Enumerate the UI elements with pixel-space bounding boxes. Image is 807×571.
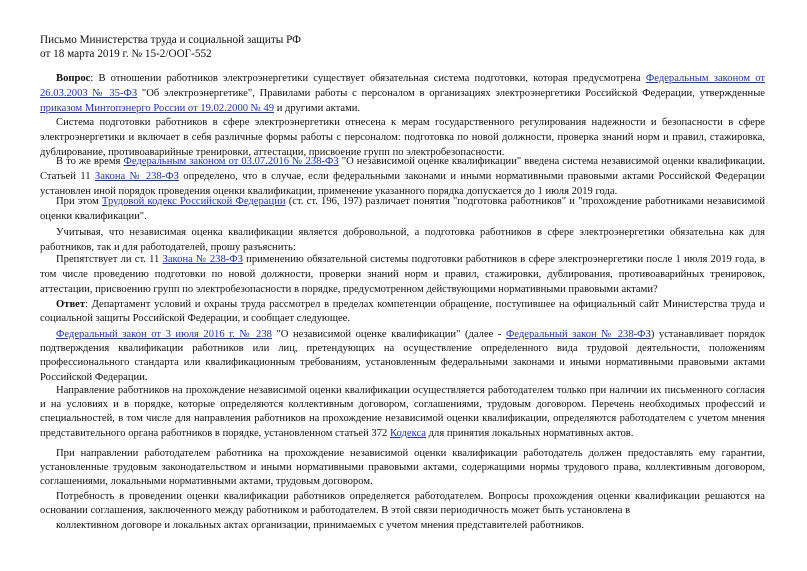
question-paragraph-5: Учитывая, что независимая оценка квалификации является добровольной, а подготовка работников в сфере электроэнергетики обязательна как для работников, так и для работодателей, прошу разъяснить: (40, 227, 765, 253)
document-title: Письмо Министерства труда и социальной защиты РФ (40, 34, 301, 46)
answer-paragraph-1: Ответ: Департамент условий и охраны труда рассмотрел в пределах компетенции обращение, поступившее на официальный сайт Министерства труда и социальной защиты Российской Федерации, и сообщает следующее. (40, 299, 765, 325)
order-49-link[interactable]: приказом Минтопэнерго России от 19.02.2000 № 49 (40, 102, 275, 114)
question-paragraph-6: Препятствует ли ст. 11 Закона № 238-ФЗ применению обязательной системы подготовки работников в сфере электроэнергетики после 1 июля 2019 года, в том числе проведению подготовки по новой должности, проверки знаний норм и правил, стажировки, дублирования, противоаварийных тренировок, аттестации, присвоению групп по электробезопасности в порядке, предусмотренном действующими нормативными правовыми актами? (40, 254, 766, 295)
question-paragraph-3: В то же время Федеральным законом от 03.07.2016 № 238-ФЗ "О независимой оценке квалификации" введена система независимой оценки квалификации. Статьей 11 Закона № 238-ФЗ определено, что в случае, если федеральными законами и иными нормативными правовыми актами Российской Федерации установлен иной порядок проведения оценки квалификации, применение указанного порядка допускается до 1 июля 2019 года. (40, 156, 766, 197)
document-date-number: от 18 марта 2019 г. № 15-2/ООГ-552 (40, 48, 212, 60)
question-paragraph-2: Система подготовки работников в сфере электроэнергетики отнесена к мерам государственного регулирования надежности и безопасности в сфере электроэнергетики и включает в себя различные формы работы с персоналом: подготовка по новой должности, проверка знаний норм и правил, стажировка, дублирование, противоаварийные тренировки, аттестации, присвоение групп по электробезопасности. (40, 117, 765, 158)
question-label: Вопрос (56, 73, 91, 84)
law-238fz-answer-link[interactable]: Федеральный закон № 238-ФЗ (505, 329, 651, 340)
question-paragraph-1: Вопрос: В отношении работников электроэнергетики существует обязательная система подготовки, которая предусмотрена Федеральным законом от 26.03.2003 № 35-ФЗ "Об электроэнергетике", Правилами работы с персоналом в организациях электроэнергетики Российской Федерации, утвержденные приказом Минтопэнерго России от 19.02.2000 № 49 и другими актами. (40, 73, 766, 114)
law-35fz-link[interactable]: Федеральным законом от 26.03.2003 № 35-ФЗ (40, 73, 765, 99)
answer-paragraph-4: При направлении работодателем работника на прохождение независимой оценки квалификации работодатель должен предоставлять ему гарантии, установленные трудовым законодательством и иными нормативными правовыми актами, содержащими нормы трудового права, коллективным договором, соглашениями, локальными нормативными актами, трудовым договором. (40, 448, 765, 488)
answer-paragraph-5: Потребность в проведении оценки квалификации работников определяется работодателем. Вопросы прохождения оценки квалификации решаются на основании соглашения, заключенного между работником и работодателем. В этой связи периодичность может быть установлена в (40, 491, 765, 517)
law-238-full-link[interactable]: Федеральный закон от 3 июля 2016 г. № 238 (56, 329, 272, 340)
law-238fz-link[interactable]: Федеральным законом от 03.07.2016 № 238-ФЗ (123, 156, 339, 167)
law-238fz-short-link[interactable]: Закона № 238-ФЗ (94, 170, 179, 182)
answer-paragraph-6: коллективном договоре и локальных актах организации, принимаемых с учетом мнения представителей работников. (56, 520, 585, 531)
answer-paragraph-2: Федеральный закон от 3 июля 2016 г. № 238 "О независимой оценке квалификации" (далее - Федеральный закон № 238-ФЗ) устанавливает порядок подтверждения квалификации работников или лиц, претендующих на осуществление определенного вида трудовой деятельности, положениям профессионального стандарта или квалификационным требованиям, установленным федеральными законами и иными нормативными правовыми актами Российской Федерации. (40, 329, 765, 383)
labor-code-link[interactable]: Трудовой кодекс Российской Федерации (101, 196, 286, 207)
answer-label: Ответ (56, 299, 86, 310)
question-paragraph-4: При этом Трудовой кодекс Российской Федерации (ст. ст. 196, 197) различает понятия "подготовка работников" и "прохождение работниками независимой оценки квалификации". (40, 196, 766, 222)
law-238fz-question-link[interactable]: Закона № 238-ФЗ (162, 254, 243, 265)
code-link[interactable]: Кодекса (389, 427, 427, 439)
answer-paragraph-3: Направление работников на прохождение независимой оценки квалификации осуществляется работодателем только при наличии их письменного согласия и на условиях и в порядке, которые определяются коллективным договором, соглашениями, трудовым договором. Перечень необходимых профессий и специальностей, в том числе для направления работников на прохождение независимой оценки квалификации, определяются работодателем с учетом мнения представительного органа работников в порядке, установленном статьей 372 Кодекса для принятия локальных нормативных актов. (40, 385, 765, 439)
